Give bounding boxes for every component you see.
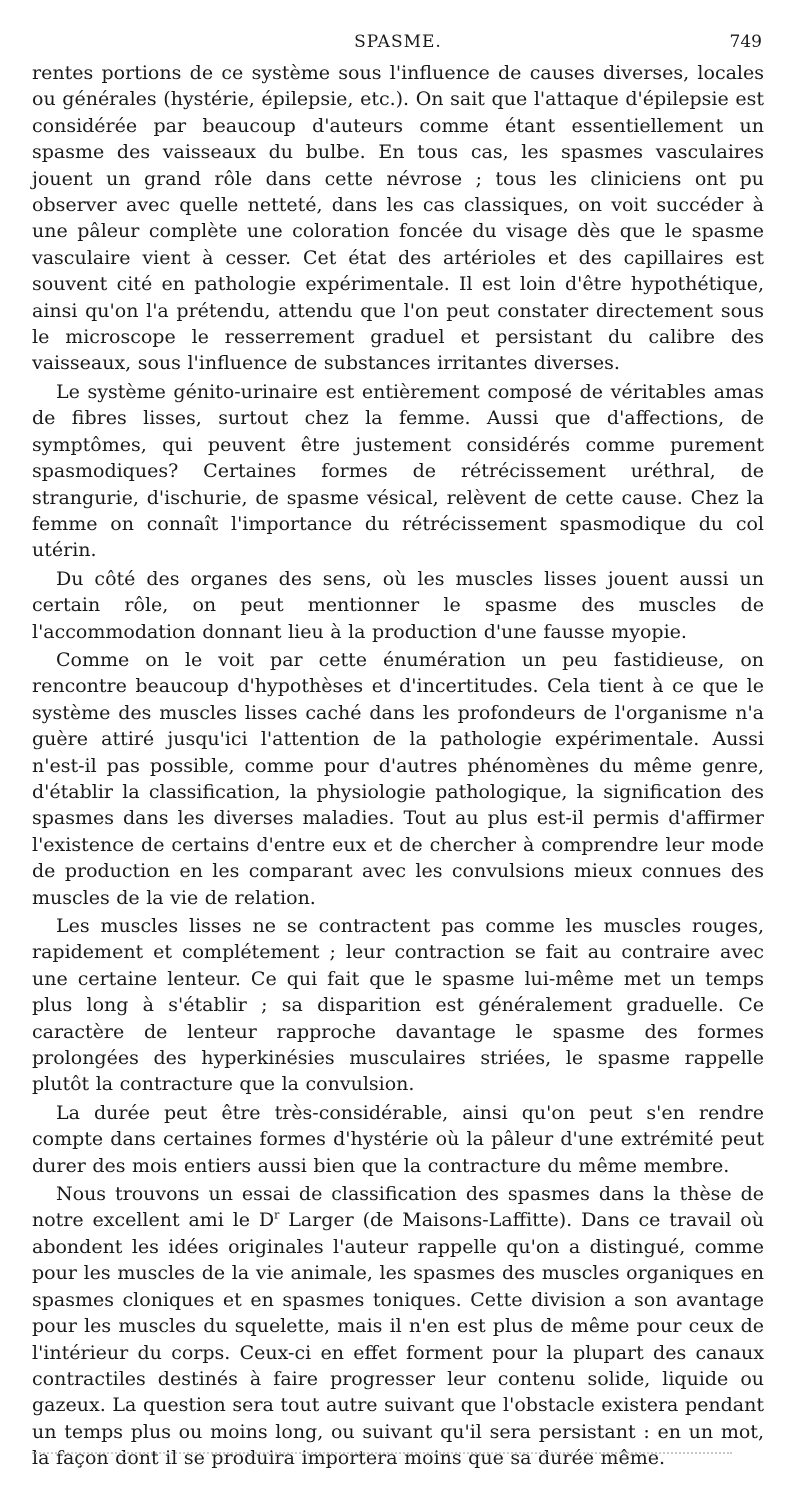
document-page [32,28,764,1472]
footer-rule [32,1452,732,1454]
page-number: 749 [729,32,762,52]
running-title: SPASME. [354,32,442,52]
paragraph-genito-urinary: Le système génito-urinaire est entièrement composé de véritables amas de fibres lisses, surtout chez la femme. Aussi que d'affections, de symptômes, qui peuvent être justement considérés comme purement spasmodiques? Certaines formes de rétrécissement uréthral, de strangurie, d'ischurie, de spasme vésical, relèvent de cette cause. Chez la femme on connaît l'importance du rétrécissement spasmodique du col utérin. [32,380,764,562]
superscript-r: r [274,1209,280,1223]
paragraph-smooth-muscles: Les muscles lisses ne se contractent pas comme les muscles rouges, rapidement et complétement ; leur contraction se fait au contraire avec une certaine lenteur. Ce qui fait que le spasme lui-même met un temps plus long à s'établir ; sa disparition est généralement graduelle. Ce caractère de lenteur rapproche davantage le spasme des formes prolongées des hyperkinésies musculaires striées, le spasme rappelle plutôt la contracture que la convulsion. [32,915,764,1096]
paragraph-classification [32,1181,764,1471]
page-header [32,28,764,54]
paragraph-sense-organs: Du côté des organes des sens, où les muscles lisses jouent aussi un certain rôle, on peut mentionner le spasme des muscles de l'accommodation donnant lieu à la production d'une fausse myopie. [32,567,764,643]
classification-text-start: Nous trouvons un essai de classification des spasmes dans la thèse de notre excellent ami le D [32,1183,764,1232]
body-text [32,60,764,1472]
paragraph-duration: La durée peut être très-considérable, ainsi qu'on peut s'en rendre compte dans certaines formes d'hystérie où la pâleur d'une extrémité peut durer des mois entiers aussi bien que la contracture du même membre. [32,1101,764,1177]
classification-text-end: Larger (de Maisons-Laffitte). Dans ce travail où abondent les idées originales l'auteur rappelle qu'on a distingué, comme pour les muscles de la vie animale, les spasmes des muscles organiques en spasmes cloniques et en spasmes toniques. Cette division a son avantage pour les muscles du squelette, mais il n'en est plus de même pour ceux de l'intérieur du corps. Ceux-ci en effet forment pour la plupart des canaux contractiles destinés à faire progresser leur contenu solide, liquide ou gazeux. La question sera tout autre suivant que l'obstacle existera pendant un temps plus ou moins long, ou suivant qu'il sera persistant : en un mot, la façon dont il se produira importera moins que sa durée même. [32,1209,764,1470]
paragraph-continued: rentes portions de ce système sous l'influence de causes diverses, locales ou générales (hystérie, épilepsie, etc.). On sait que l'attaque d'épilepsie est considérée par beaucoup d'auteurs comme étant essentiellement un spasme des vaisseaux du bulbe. En tous cas, les spasmes vasculaires jouent un grand rôle dans cette névrose ; tous les cliniciens ont pu observer avec quelle netteté, dans les cas classiques, on voit succéder à une pâleur complète une coloration foncée du visage dès que le spasme vasculaire vient à cesser. Cet état des artérioles et des capillaires est souvent cité en pathologie expérimentale. Il est loin d'être hypothétique, ainsi qu'on l'a prétendu, attendu que l'on peut constater directement sous le microscope le resserrement graduel et persistant du calibre des vaisseaux, sous l'influence de substances irritantes diverses. [32,62,764,375]
paragraph-hypotheses: Comme on le voit par cette énumération un peu fastidieuse, on rencontre beaucoup d'hypothèses et d'incertitudes. Cela tient à ce que le système des muscles lisses caché dans les profondeurs de l'organisme n'a guère attiré jusqu'ici l'attention de la pathologie expérimentale. Aussi n'est-il pas possible, comme pour d'autres phénomènes du même genre, d'établir la classification, la physiologie pathologique, la signification des spasmes dans les diverses maladies. Tout au plus est-il permis d'affirmer l'existence de certains d'entre eux et de chercher à comprendre leur mode de production en les comparant avec les convulsions mieux connues des muscles de la vie de relation. [32,648,764,909]
